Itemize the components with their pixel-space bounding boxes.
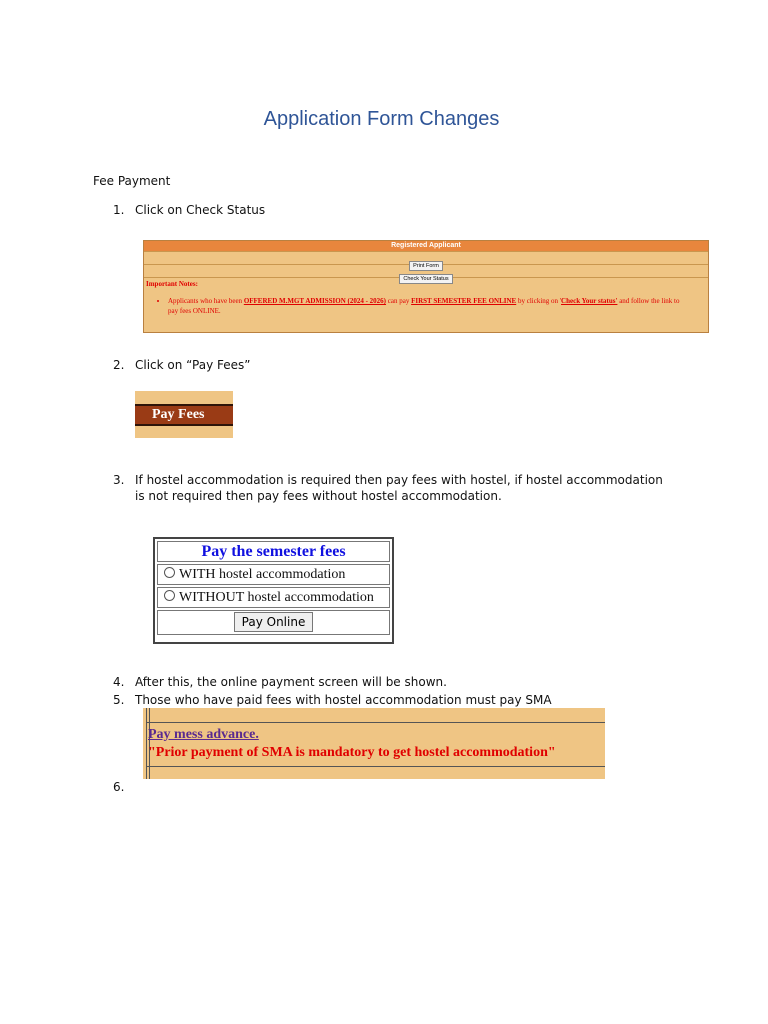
divider	[146, 766, 605, 767]
pay-online-row	[157, 610, 390, 635]
radio-icon[interactable]	[164, 590, 175, 601]
mess-advance-panel	[143, 708, 605, 779]
list-text: Click on Check Status	[135, 203, 266, 217]
list-number: 4.	[113, 675, 125, 689]
without-hostel-label: WITHOUT hostel accommodation	[179, 590, 374, 605]
note-offered: OFFERED M.MGT ADMISSION (2024 - 2026)	[243, 297, 387, 305]
divider	[149, 708, 150, 779]
divider	[146, 708, 147, 779]
list-text: Click on “Pay Fees”	[135, 358, 251, 372]
semester-fees-table	[153, 537, 394, 644]
pay-fees-screenshot	[135, 391, 233, 438]
radio-icon[interactable]	[164, 567, 175, 578]
print-form-row	[144, 251, 708, 269]
check-status-button[interactable]: Check Your Status	[399, 274, 452, 284]
list-text: If hostel accommodation is required then pay fees with hostel, if hostel accommodation is not required then pay fees without hostel accommodation.	[135, 473, 663, 503]
check-status-row	[144, 264, 708, 282]
check-status-link[interactable]: Check Your status'	[561, 297, 618, 305]
list-number: 2.	[113, 358, 125, 372]
pay-mess-advance-link[interactable]: Pay mess advance.	[148, 727, 259, 742]
list-number: 3.	[113, 473, 125, 487]
pay-fees-button[interactable]: Pay Fees	[135, 404, 233, 426]
print-form-button[interactable]: Print Form	[409, 261, 443, 271]
notes-label: Important Notes:	[146, 280, 198, 288]
registered-applicant-panel	[143, 240, 709, 333]
document-title: Application Form Changes	[263, 108, 500, 130]
list-number: 1.	[113, 203, 125, 217]
list-text: After this, the online payment screen will be shown.	[135, 675, 447, 689]
section-heading: Fee Payment	[93, 174, 171, 188]
panel-header: Registered Applicant	[144, 241, 708, 251]
semester-fees-heading: Pay the semester fees	[157, 541, 390, 562]
without-hostel-option[interactable]	[157, 587, 390, 608]
sma-warning: "Prior payment of SMA is mandatory to get hostel accommodation"	[148, 745, 556, 760]
note-text: can pay	[386, 297, 412, 305]
note-item	[168, 296, 688, 316]
note-text: Applicants who have been	[168, 297, 244, 305]
with-hostel-option[interactable]	[157, 564, 390, 585]
with-hostel-label: WITH hostel accommodation	[179, 567, 346, 582]
list-number: 6.	[113, 780, 125, 794]
divider	[146, 722, 605, 723]
note-text: and follow the link to pay fees ONLINE.	[168, 297, 680, 315]
note-text: by clicking on '	[516, 297, 562, 305]
list-text: Those who have paid fees with hostel accommodation must pay SMA	[135, 693, 552, 707]
note-fee: FIRST SEMESTER FEE ONLINE	[411, 297, 517, 305]
list-number: 5.	[113, 693, 125, 707]
pay-online-button[interactable]: Pay Online	[234, 612, 314, 632]
